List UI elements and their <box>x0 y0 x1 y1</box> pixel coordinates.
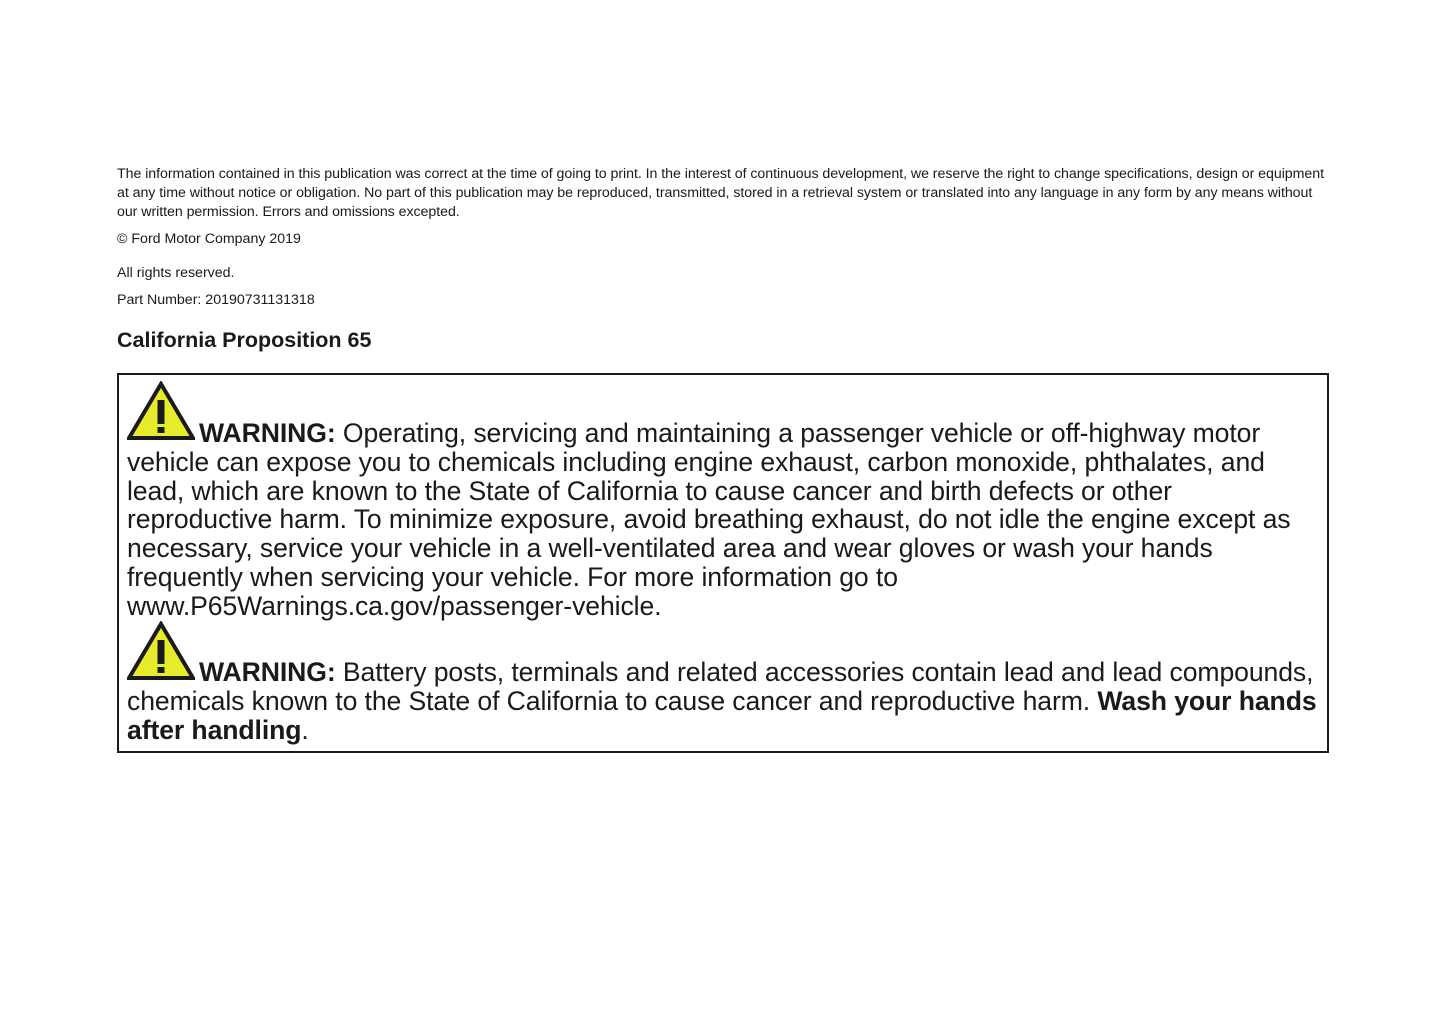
warning-2 <box>127 658 1321 744</box>
copyright-text: © Ford Motor Company 2019 <box>117 231 301 247</box>
warning-1-text: Operating, servicing and maintaining a passenger vehicle or off-highway motor vehicle can expose you to chemicals including engine exhaust, carbon monoxide, phthalates, and lead, which are known to the State of California to cause cancer and birth defects or other reproductive harm. To minimize exposure, avoid breathing exhaust, do not idle the engine except as necessary, service your vehicle in a well-ventilated area and wear gloves or wash your hands frequently when servicing your vehicle. For more information go to www.P65Warnings.ca.gov/passenger-vehicle. <box>127 418 1291 621</box>
part-number: Part Number: 20190731131318 <box>117 292 315 308</box>
document-body <box>117 165 1330 353</box>
rights-text: All rights reserved. <box>117 265 235 281</box>
warning-2-end: . <box>301 714 309 745</box>
warning-2-text: Battery posts, terminals and related accessories contain lead and lead compounds, chemicals known to the State of California to cause cancer and reproductive harm. <box>127 657 1314 716</box>
warning-2-label: WARNING: <box>199 657 336 687</box>
warning-2-emphasis: Wash your hands after handling <box>127 685 1317 745</box>
disclaimer-text: The information contained in this publication was correct at the time of going to print. In the interest of continuous development, we reserve the right to change specifications, design or equipment at any time without notice or obligation. No part of this publication may be reproduced, transmitted, stored in a retrieval system or translated into any language in any form by any means without our written permission. Errors and omissions excepted. <box>117 166 1324 220</box>
warning-box <box>117 373 1329 753</box>
section-title: California Proposition 65 <box>117 328 372 352</box>
warning-1 <box>127 419 1321 621</box>
warning-1-label: WARNING: <box>199 418 336 448</box>
